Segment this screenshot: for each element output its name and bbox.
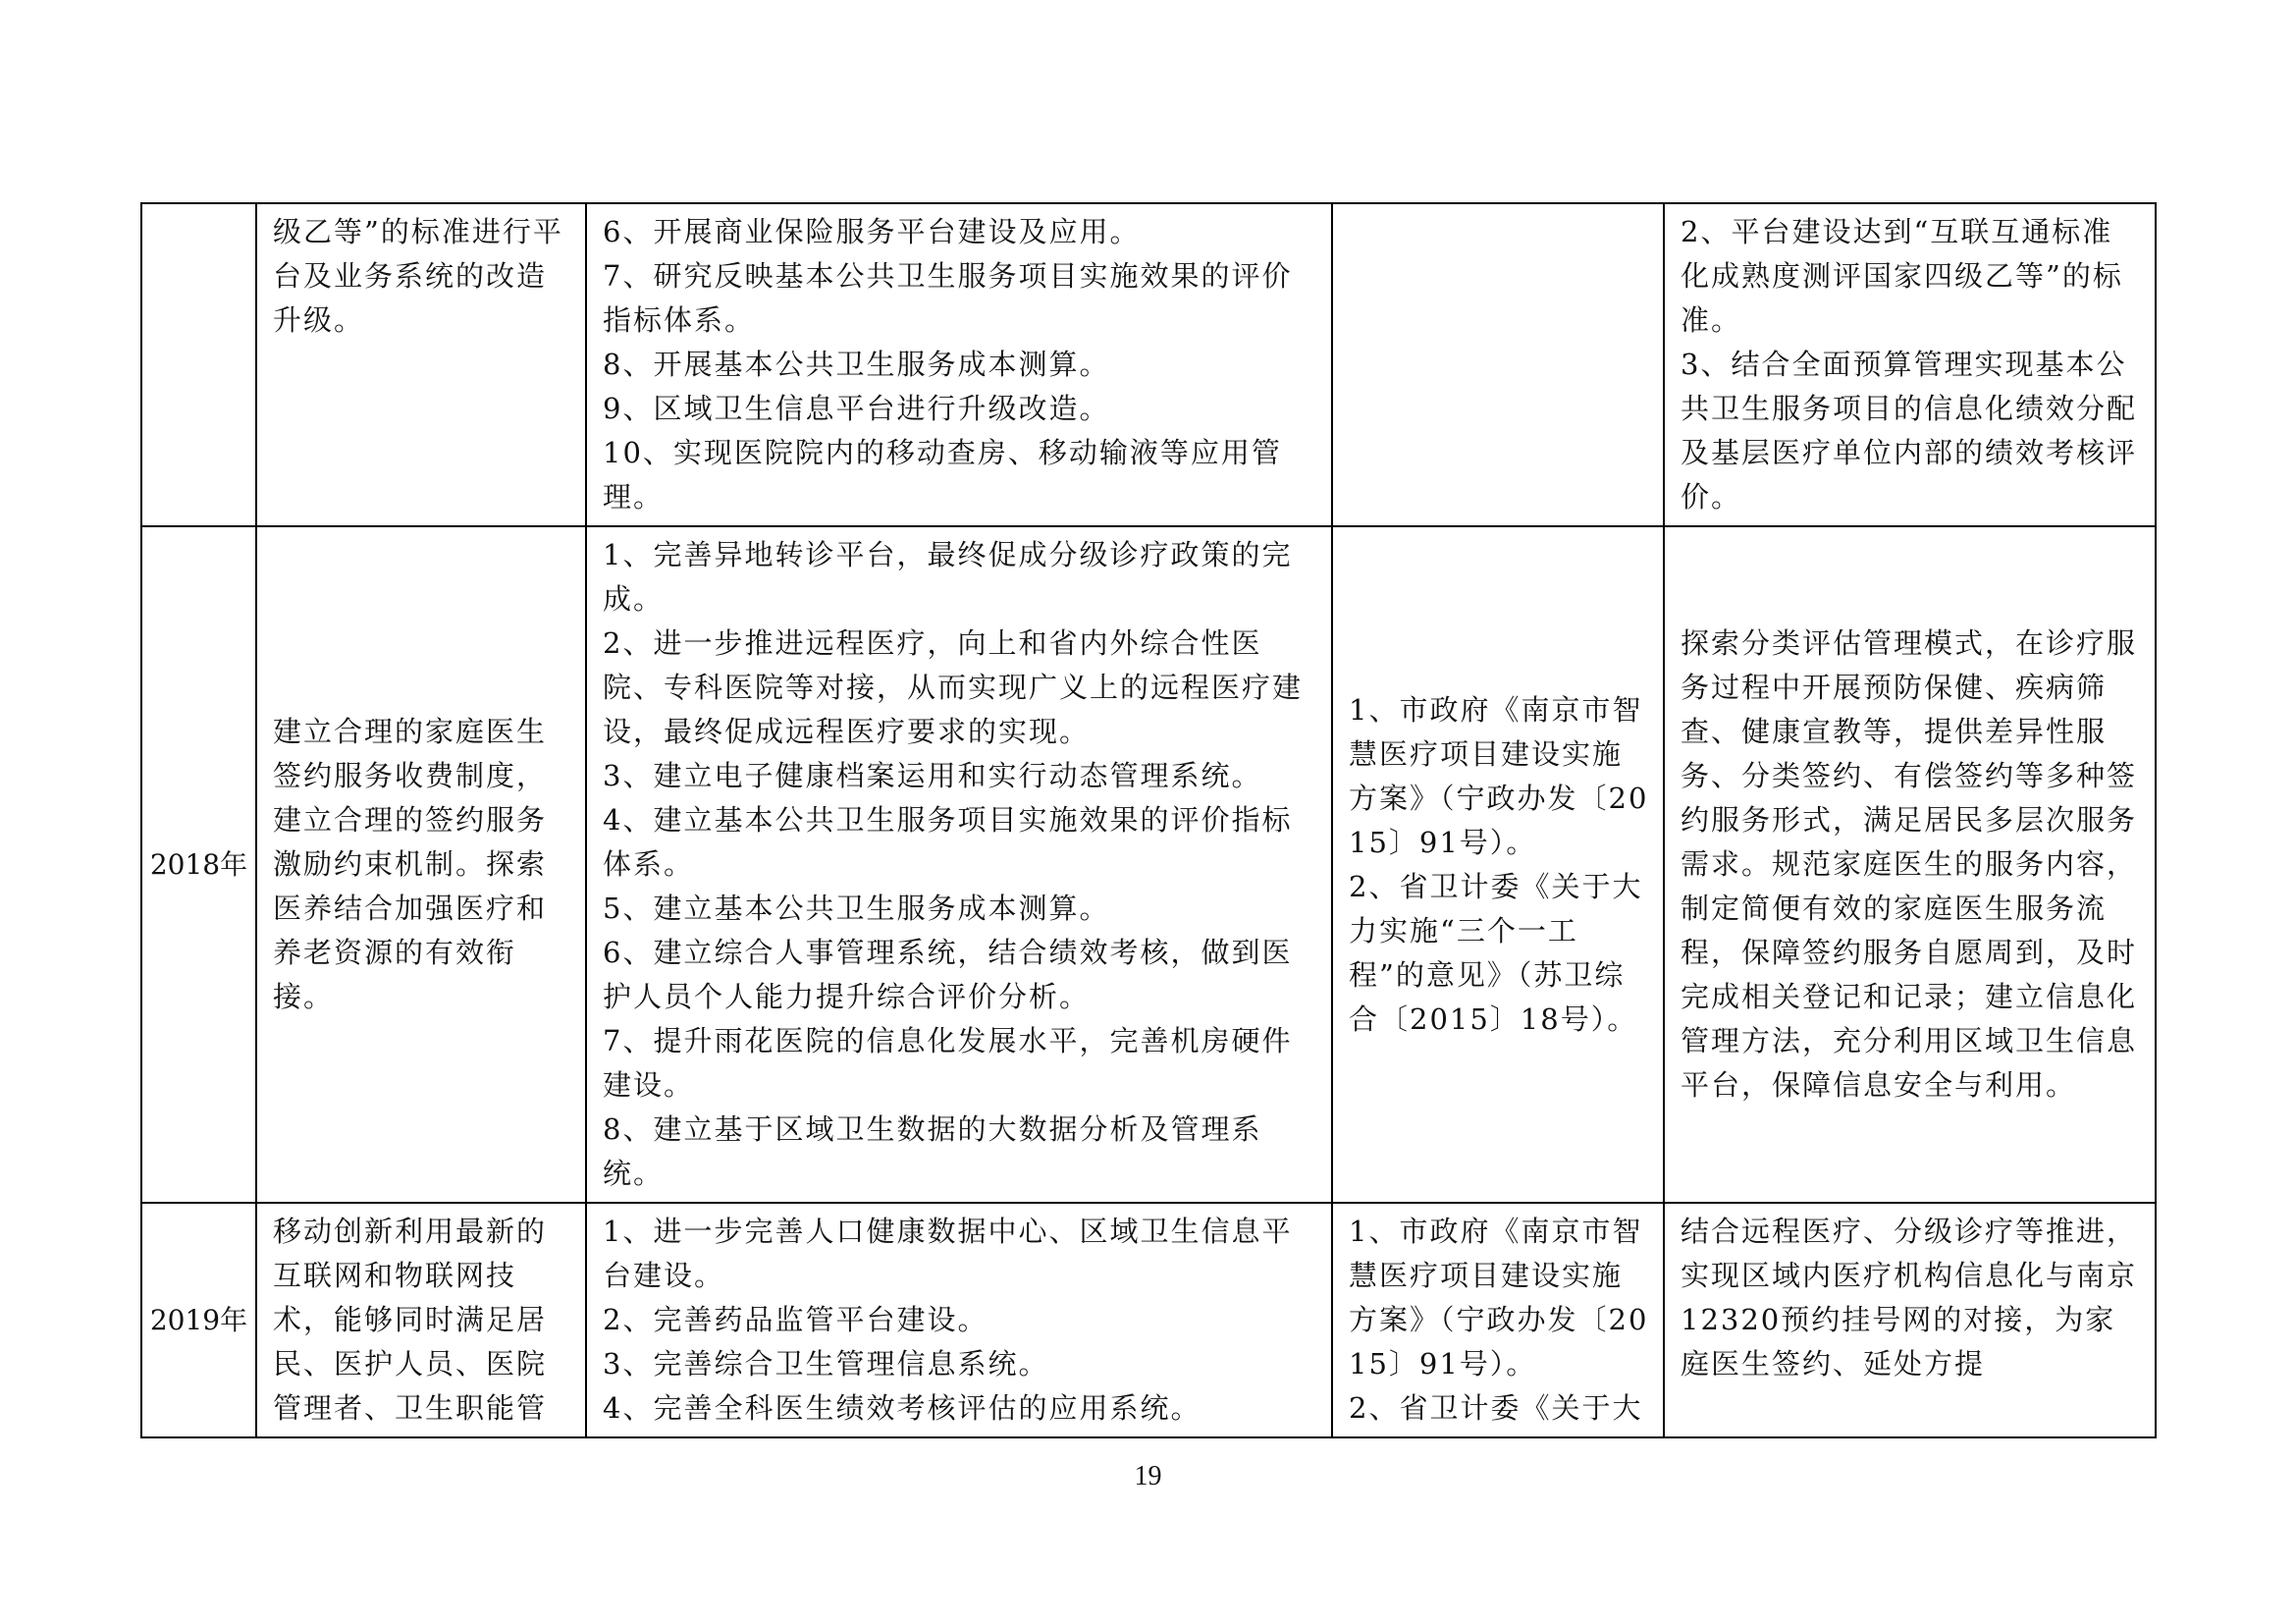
task-item: 3、建立电子健康档案运用和实行动态管理系统。 xyxy=(603,759,1262,792)
task-item: 1、完善异地转诊平台，最终促成分级诊疗政策的完成。 xyxy=(603,538,1293,616)
tasks-cell xyxy=(586,1203,1332,1437)
task-item: 7、提升雨花医院的信息化发展水平，完善机房硬件建设。 xyxy=(603,1024,1293,1102)
task-item: 8、建立基于区域卫生数据的大数据分析及管理系统。 xyxy=(603,1112,1262,1190)
basis-item: 2、省卫计委《关于大力实施“三个一工程”的意见》（苏卫综合〔2015〕18号）。 xyxy=(1349,869,1643,1036)
basis-cell xyxy=(1332,203,1664,526)
table-row xyxy=(141,526,2156,1203)
basis-item: 1、市政府《南京市智慧医疗项目建设实施方案》（宁政办发〔2015〕91号）。 xyxy=(1349,692,1649,859)
task-item: 5、建立基本公共卫生服务成本测算。 xyxy=(603,892,1110,925)
table-row xyxy=(141,203,2156,526)
task-item: 10、实现医院院内的移动查房、移动输液等应用管理。 xyxy=(603,436,1282,514)
task-item: 4、建立基本公共卫生服务项目实施效果的评价指标体系。 xyxy=(603,803,1293,881)
tasks-cell xyxy=(586,526,1332,1203)
year-cell xyxy=(141,203,256,526)
task-item: 6、建立综合人事管理系统，结合绩效考核，做到医护人员个人能力提升综合评价分析。 xyxy=(603,936,1293,1013)
task-item: 3、完善综合卫生管理信息系统。 xyxy=(603,1347,1049,1380)
goal-cell: 移动创新利用最新的互联网和物联网技术，能够同时满足居民、医护人员、医院管理者、卫生职能管 xyxy=(256,1203,586,1437)
goal-cell: 级乙等”的标准进行平台及业务系统的改造升级。 xyxy=(256,203,586,526)
page-number: 19 xyxy=(1134,1461,1162,1491)
basis-cell xyxy=(1332,1203,1664,1437)
results-cell xyxy=(1664,203,2156,526)
table-row xyxy=(141,1203,2156,1437)
task-item: 6、开展商业保险服务平台建设及应用。 xyxy=(603,215,1141,248)
year-cell: 2018年 xyxy=(141,526,256,1203)
result-item: 3、结合全面预算管理实现基本公共卫生服务项目的信息化绩效分配及基层医疗单位内部的绩效考核评价。 xyxy=(1681,348,2138,514)
task-item: 8、开展基本公共卫生服务成本测算。 xyxy=(603,348,1110,381)
tasks-cell xyxy=(586,203,1332,526)
result-item: 结合远程医疗、分级诊疗等推进，实现区域内医疗机构信息化与南京12320预约挂号网的对接，为家庭医生签约、延处方提 xyxy=(1681,1215,2138,1380)
goal-cell: 建立合理的家庭医生签约服务收费制度，建立合理的签约服务激励约束机制。探索医养结合加强医疗和养老资源的有效衔接。 xyxy=(256,526,586,1203)
task-item: 9、区域卫生信息平台进行升级改造。 xyxy=(603,392,1110,425)
task-item: 4、完善全科医生绩效考核评估的应用系统。 xyxy=(603,1391,1201,1425)
task-item: 1、进一步完善人口健康数据中心、区域卫生信息平台建设。 xyxy=(603,1215,1293,1292)
basis-item: 2、省卫计委《关于大 xyxy=(1349,1391,1643,1425)
result-item: 探索分类评估管理模式，在诊疗服务过程中开展预防保健、疾病筛查、健康宣教等，提供差异性服务、分类签约、有偿签约等多种签约服务形式，满足居民多层次服务需求。规范家庭医生的服务内容，制定简便有效的家庭医生服务流程，保障签约服务自愿周到，及时完成相关登记和记录；建立信息化管理方法，充分利用区域卫生信息平台，保障信息安全与利用。 xyxy=(1681,626,2138,1102)
basis-item: 1、市政府《南京市智慧医疗项目建设实施方案》（宁政办发〔2015〕91号）。 xyxy=(1349,1215,1649,1380)
year-cell: 2019年 xyxy=(141,1203,256,1437)
results-cell xyxy=(1664,526,2156,1203)
task-item: 7、研究反映基本公共卫生服务项目实施效果的评价指标体系。 xyxy=(603,259,1293,337)
document-table xyxy=(140,202,2157,1438)
task-item: 2、完善药品监管平台建设。 xyxy=(603,1303,988,1336)
result-item: 2、平台建设达到“互联互通标准化成熟度测评国家四级乙等”的标准。 xyxy=(1681,215,2123,337)
basis-cell xyxy=(1332,526,1664,1203)
task-item: 2、进一步推进远程医疗，向上和省内外综合性医院、专科医院等对接，从而实现广义上的远程医疗建设，最终促成远程医疗要求的实现。 xyxy=(603,626,1304,748)
results-cell xyxy=(1664,1203,2156,1437)
